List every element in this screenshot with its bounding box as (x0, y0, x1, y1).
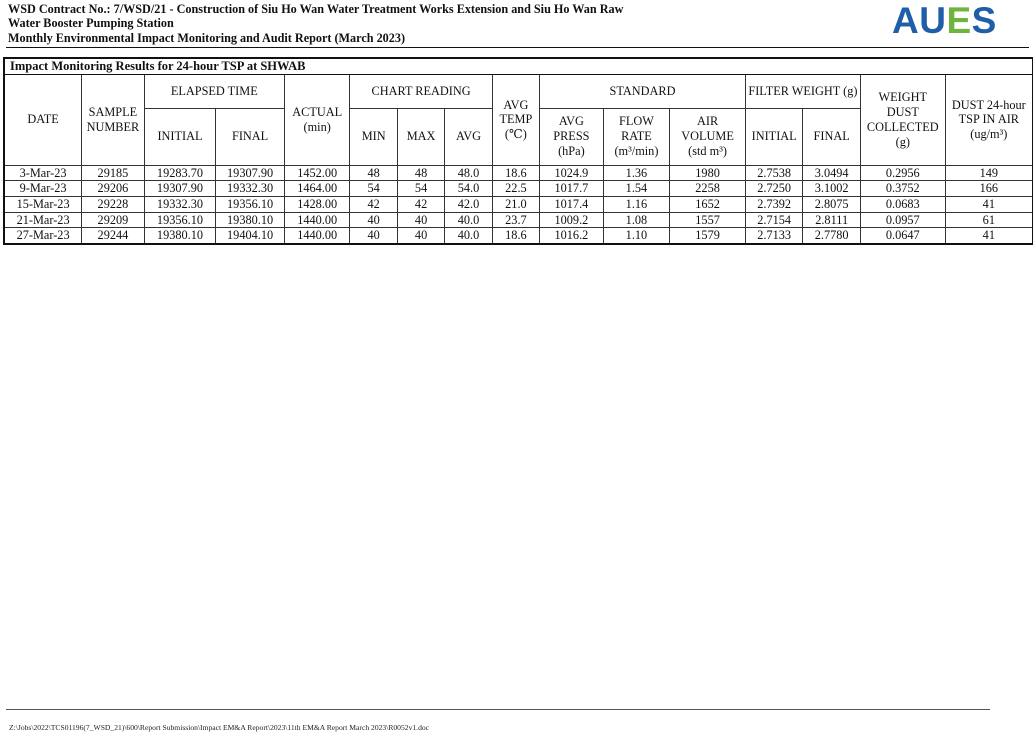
header-standard: STANDARD (540, 75, 746, 108)
cell-avg-press: 1009.2 (540, 212, 604, 228)
header-dust-tsp: DUST 24-hour TSP IN AIR (ug/m³) (945, 75, 1032, 165)
cell-avg-press: 1017.7 (540, 181, 604, 197)
cell-filter-initial: 2.7392 (745, 196, 803, 212)
cell-filter-final: 2.8111 (803, 212, 861, 228)
cell-avg: 40.0 (445, 228, 492, 243)
cell-weight-dust: 0.0683 (860, 196, 945, 212)
cell-dust-tsp: 41 (945, 228, 1032, 243)
cell-elapsed-initial: 19283.70 (144, 165, 216, 181)
header-avg-press: AVG PRESS (hPa) (540, 108, 604, 165)
header-avg: AVG (445, 108, 492, 165)
cell-avg: 48.0 (445, 165, 492, 181)
cell-air-volume: 2258 (670, 181, 746, 197)
cell-weight-dust: 0.2956 (860, 165, 945, 181)
cell-max: 40 (397, 212, 444, 228)
header-elapsed-final: FINAL (216, 108, 285, 165)
cell-sample: 29228 (82, 196, 145, 212)
report-title: Monthly Environmental Impact Monitoring and Audit Report (March 2023) (8, 30, 406, 45)
cell-min: 40 (350, 212, 397, 228)
cell-max: 48 (397, 165, 444, 181)
cell-min: 42 (350, 196, 397, 212)
cell-date: 27-Mar-23 (5, 228, 82, 243)
cell-actual: 1452.00 (284, 165, 350, 181)
cell-flow-rate: 1.54 (603, 181, 670, 197)
cell-air-volume: 1579 (670, 228, 746, 243)
table-row (5, 196, 1032, 212)
cell-avg: 42.0 (445, 196, 492, 212)
cell-filter-final: 2.7780 (803, 228, 861, 243)
cell-sample: 29185 (82, 165, 145, 181)
cell-avg-press: 1016.2 (540, 228, 604, 243)
header-flow-rate: FLOW RATE (m³/min) (603, 108, 670, 165)
cell-sample: 29209 (82, 212, 145, 228)
table-row (5, 228, 1032, 243)
cell-max: 40 (397, 228, 444, 243)
cell-elapsed-final: 19404.10 (216, 228, 285, 243)
cell-max: 42 (397, 196, 444, 212)
header-sample-number: SAMPLE NUMBER (82, 75, 145, 165)
cell-flow-rate: 1.10 (603, 228, 670, 243)
table-row (5, 181, 1032, 197)
cell-min: 40 (350, 228, 397, 243)
header-elapsed-initial: INITIAL (144, 108, 216, 165)
header-actual: ACTUAL (min) (284, 75, 350, 165)
header-filter-weight: FILTER WEIGHT (g) (745, 75, 860, 108)
cell-filter-initial: 2.7538 (745, 165, 803, 181)
cell-weight-dust: 0.0957 (860, 212, 945, 228)
cell-elapsed-initial: 19380.10 (144, 228, 216, 243)
table-row (5, 165, 1032, 181)
header-filter-initial: INITIAL (745, 108, 803, 165)
cell-filter-final: 2.8075 (803, 196, 861, 212)
cell-filter-final: 3.0494 (803, 165, 861, 181)
cell-actual: 1440.00 (284, 228, 350, 243)
cell-elapsed-initial: 19332.30 (144, 196, 216, 212)
cell-filter-initial: 2.7154 (745, 212, 803, 228)
cell-flow-rate: 1.36 (603, 165, 670, 181)
header-min: MIN (350, 108, 397, 165)
cell-weight-dust: 0.0647 (860, 228, 945, 243)
header-elapsed-time: ELAPSED TIME (144, 75, 284, 108)
cell-min: 48 (350, 165, 397, 181)
cell-date: 3-Mar-23 (5, 165, 82, 181)
cell-air-volume: 1652 (670, 196, 746, 212)
cell-avg-temp: 23.7 (492, 212, 539, 228)
cell-elapsed-final: 19332.30 (216, 181, 285, 197)
cell-date: 21-Mar-23 (5, 212, 82, 228)
cell-flow-rate: 1.08 (603, 212, 670, 228)
report-header (8, 2, 888, 45)
cell-sample: 29206 (82, 181, 145, 197)
cell-actual: 1440.00 (284, 212, 350, 228)
cell-sample: 29244 (82, 228, 145, 243)
header-avg-temp: AVG TEMP (℃) (492, 75, 539, 165)
cell-avg-press: 1017.4 (540, 196, 604, 212)
cell-filter-final: 3.1002 (803, 181, 861, 197)
contract-title: WSD Contract No.: 7/WSD/21 - Construction of Siu Ho Wan Water Treatment Works Extension and Siu Ho Wan Raw (8, 2, 624, 16)
table-title: Impact Monitoring Results for 24-hour TSP at SHWAB (5, 59, 1032, 75)
cell-air-volume: 1557 (670, 212, 746, 228)
cell-filter-initial: 2.7250 (745, 181, 803, 197)
cell-actual: 1428.00 (284, 196, 350, 212)
cell-dust-tsp: 41 (945, 196, 1032, 212)
header-date: DATE (5, 75, 82, 165)
cell-date: 9-Mar-23 (5, 181, 82, 197)
header-divider (6, 47, 1029, 48)
cell-elapsed-final: 19380.10 (216, 212, 285, 228)
cell-min: 54 (350, 181, 397, 197)
cell-avg-temp: 22.5 (492, 181, 539, 197)
cell-date: 15-Mar-23 (5, 196, 82, 212)
cell-avg-press: 1024.9 (540, 165, 604, 181)
header-filter-final: FINAL (803, 108, 861, 165)
cell-dust-tsp: 149 (945, 165, 1032, 181)
footer-divider (6, 709, 990, 710)
contract-subtitle: Water Booster Pumping Station (8, 16, 174, 31)
header-air-volume: AIR VOLUME (std m³) (670, 108, 746, 165)
cell-elapsed-initial: 19356.10 (144, 212, 216, 228)
cell-avg: 54.0 (445, 181, 492, 197)
cell-avg-temp: 21.0 (492, 196, 539, 212)
tsp-results-table (3, 57, 1033, 245)
cell-avg: 40.0 (445, 212, 492, 228)
cell-actual: 1464.00 (284, 181, 350, 197)
cell-avg-temp: 18.6 (492, 228, 539, 243)
cell-flow-rate: 1.16 (603, 196, 670, 212)
cell-dust-tsp: 166 (945, 181, 1032, 197)
cell-avg-temp: 18.6 (492, 165, 539, 181)
cell-elapsed-final: 19356.10 (216, 196, 285, 212)
aues-logo: AUES (892, 0, 997, 41)
header-max: MAX (397, 108, 444, 165)
cell-dust-tsp: 61 (945, 212, 1032, 228)
header-weight-dust: WEIGHT DUST COLLECTED (g) (860, 75, 945, 165)
cell-filter-initial: 2.7133 (745, 228, 803, 243)
header-chart-reading: CHART READING (350, 75, 492, 108)
cell-elapsed-final: 19307.90 (216, 165, 285, 181)
cell-air-volume: 1980 (670, 165, 746, 181)
cell-max: 54 (397, 181, 444, 197)
table-row (5, 212, 1032, 228)
results-table (5, 75, 1032, 243)
footer-file-path: Z:\Jobs\2022\TCS01196(7_WSD_21)\600\Report Submission\Impact EM&A Report\2023\11th EM&A Report March 2023\R0052v1.doc (9, 723, 430, 732)
cell-elapsed-initial: 19307.90 (144, 181, 216, 197)
cell-weight-dust: 0.3752 (860, 181, 945, 197)
